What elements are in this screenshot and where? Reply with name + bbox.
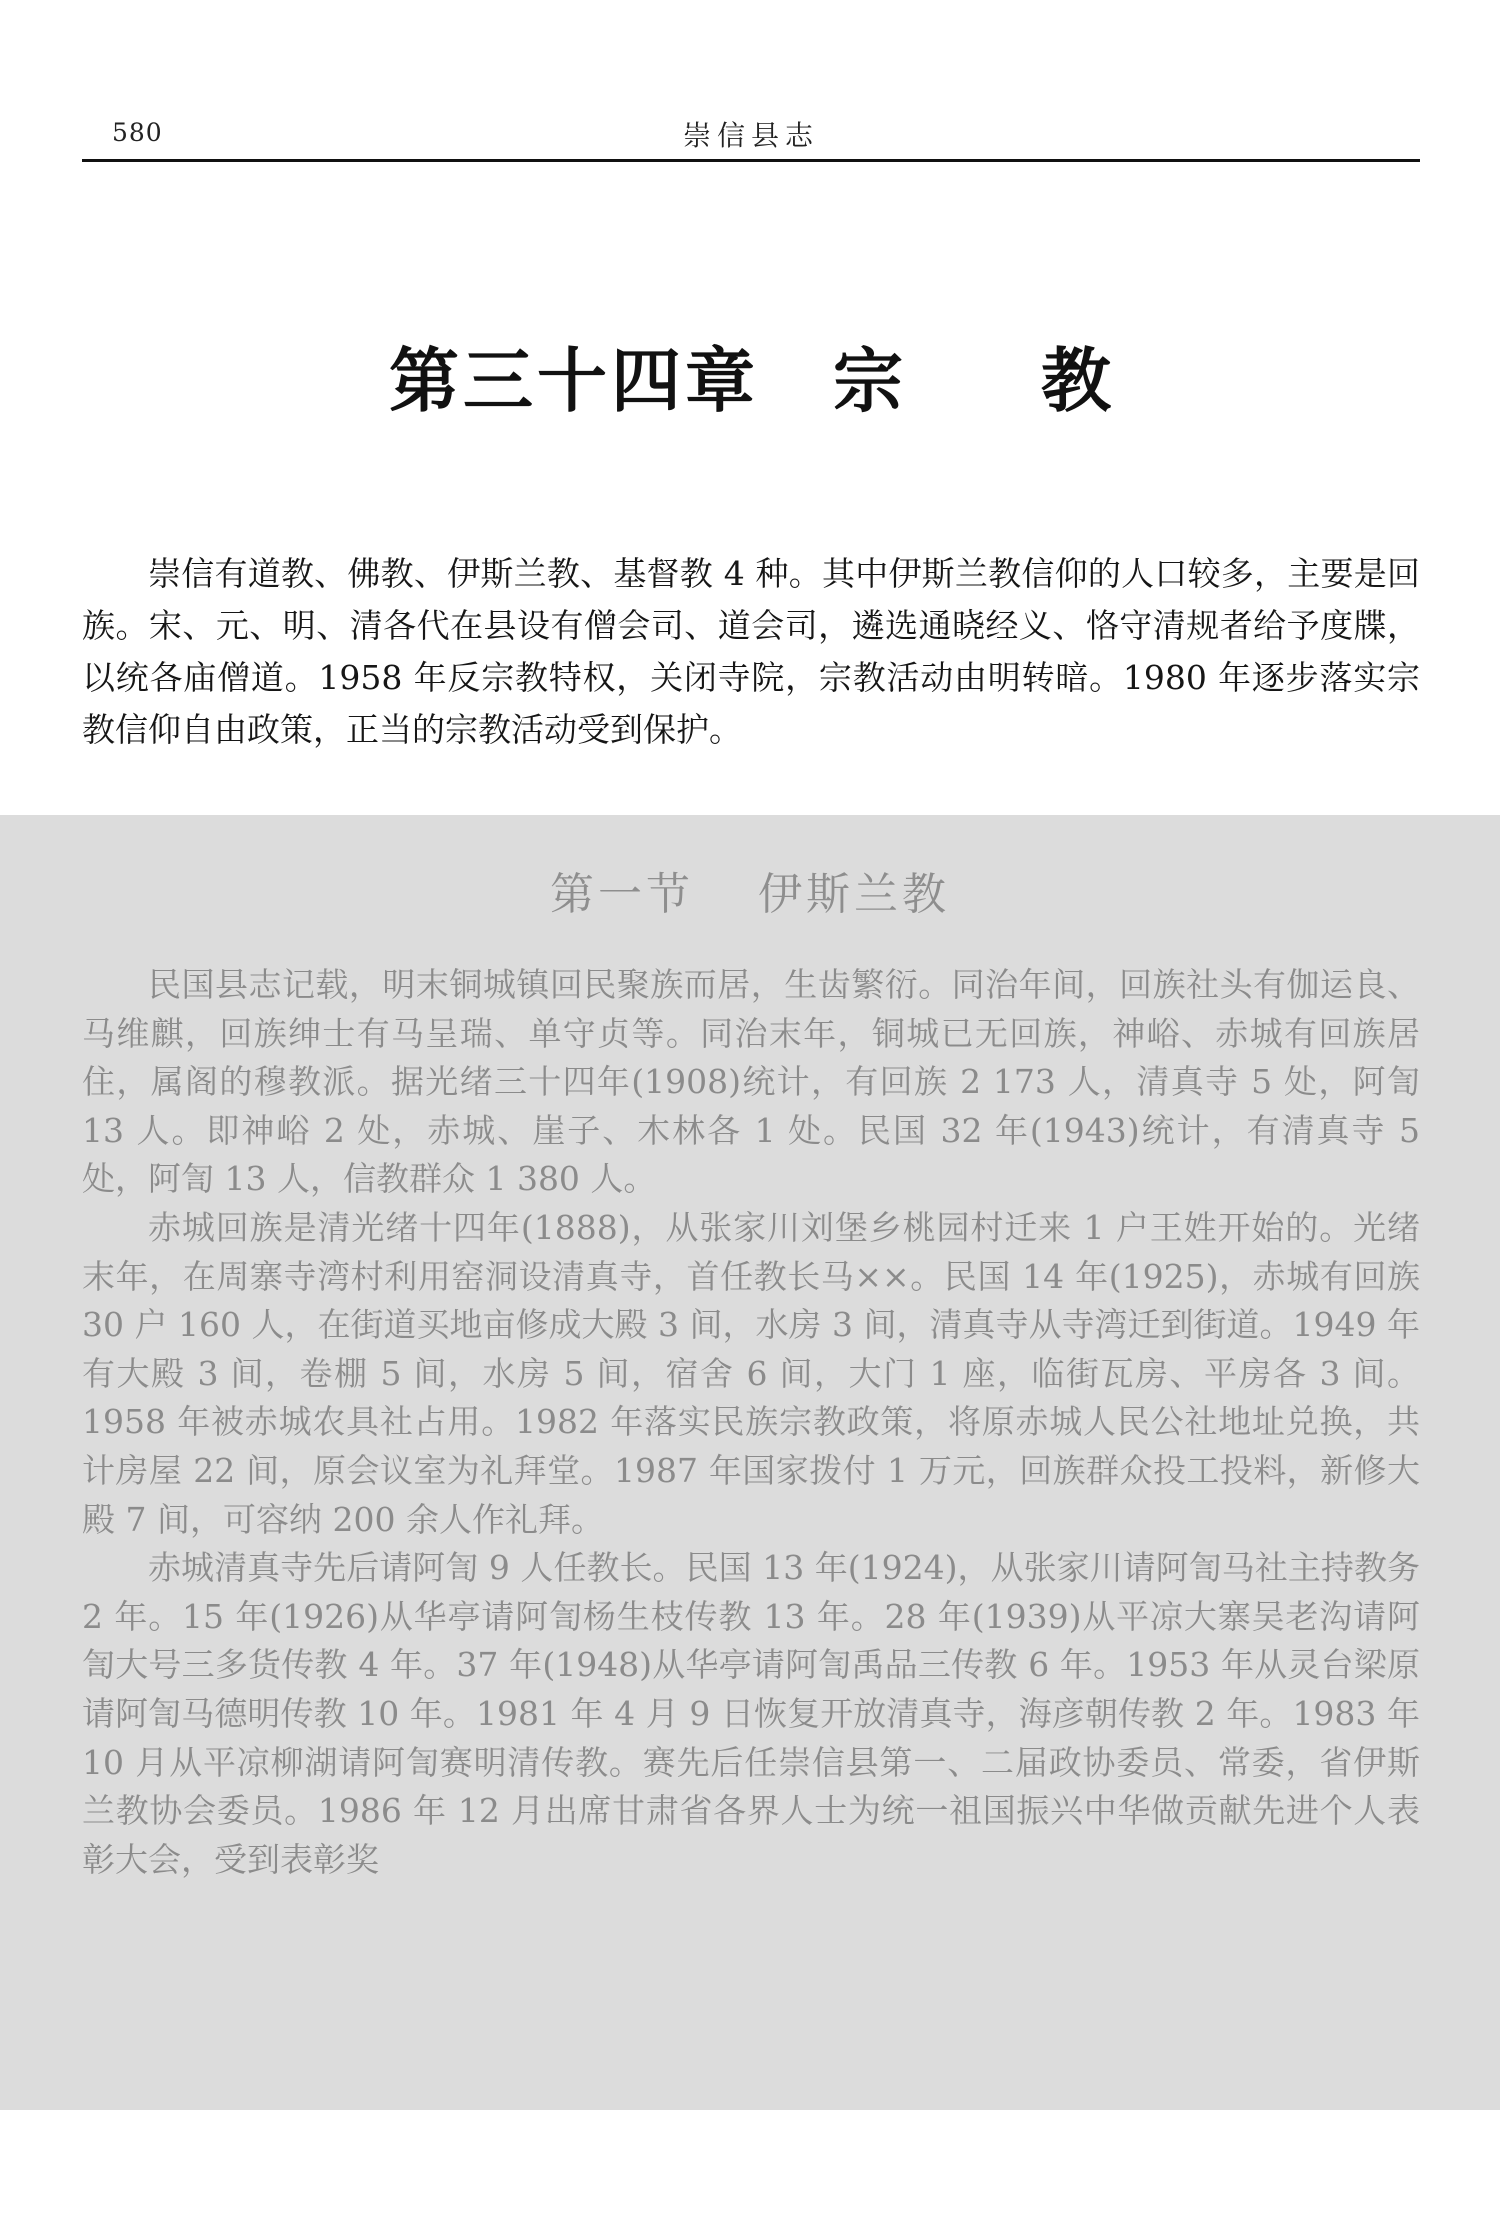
- page-number: 580: [112, 118, 163, 147]
- section-paragraph: 赤城回族是清光绪十四年(1888)，从张家川刘堡乡桃园村迁来 1 户王姓开始的。光绪末年，在周寨寺湾村利用窑洞设清真寺，首任教长马××。民国 14 年(1925)，赤城有回族 30 户 160 人，在街道买地亩修成大殿 3 间，水房 3 间，清真寺从寺湾迁到街道。1949 年有大殿 3 间，卷棚 5 间，水房 5 间，宿舍 6 间，大门 1 座，临街瓦房、平房各 3 间。1958 年被赤城农具社占用。1982 年落实民族宗教政策，将原赤城人民公社地址兑换，共计房屋 22 间，原会议室为礼拜堂。1987 年国家拨付 1 万元，回族群众投工投料，新修大殿 7 间，可容纳 200 余人作礼拜。: [82, 1207, 1420, 1539]
- book-title: 崇信县志: [682, 119, 819, 152]
- chapter-title-part2: 教: [1041, 339, 1111, 422]
- chapter-title: [0, 325, 1500, 426]
- section-paragraph: 民国县志记载，明末铜城镇回民聚族而居，生齿繁衍。同治年间，回族社头有伽运良、马维麒，回族绅士有马呈瑞、单守贞等。同治末年，铜城已无回族，神峪、赤城有回族居住，属阁的穆教派。据光绪三十四年(1908)统计，有回族 2 173 人，清真寺 5 处，阿訇 13 人。即神峪 2 处，赤城、崖子、木林各 1 处。民国 32 年(1943)统计，有清真寺 5 处，阿訇 13 人，信教群众 1 380 人。: [82, 965, 1420, 1199]
- section-block: [0, 815, 1500, 2110]
- section-name: 伊斯兰教: [758, 869, 950, 920]
- section-paragraph: 赤城清真寺先后请阿訇 9 人任教长。民国 13 年(1924)，从张家川请阿訇马社主持教务 2 年。15 年(1926)从华亭请阿訇杨生枝传教 13 年。28 年(1939)从平凉大寨吴老沟请阿訇大号三多货传教 4 年。37 年(1948)从华亭请阿訇禹品三传教 6 年。1953 年从灵台梁原请阿訇马德明传教 10 年。1981 年 4 月 9 日恢复开放清真寺，海彦朝传教 2 年。1983 年 10 月从平凉柳湖请阿訇赛明清传教。赛先后任崇信县第一、二届政协委员、常委，省伊斯兰教协会委员。1986 年 12 月出席甘肃省各界人士为统一祖国振兴中华做贡献先进个人表彰大会，受到表彰奖: [82, 1548, 1420, 1879]
- intro-paragraph: 崇信有道教、佛教、伊斯兰教、基督教 4 种。其中伊斯兰教信仰的人口较多，主要是回族。宋、元、明、清各代在县设有僧会司、道会司，遴选通晓经义、恪守清规者给予度牒，以统各庙僧道。1958 年反宗教特权，关闭寺院，宗教活动由明转暗。1980 年逐步落实宗教信仰自由政策，正当的宗教活动受到保护。: [82, 554, 1420, 749]
- chapter-number: 第三十四章: [389, 339, 759, 422]
- section-body: [82, 961, 1420, 1884]
- section-title: [0, 858, 1500, 922]
- running-header: [82, 100, 1420, 162]
- header-rule: [82, 159, 1420, 162]
- chapter-title-part1: 宗: [833, 339, 903, 422]
- chapter-intro: [82, 548, 1420, 756]
- section-number: 第一节: [550, 869, 694, 920]
